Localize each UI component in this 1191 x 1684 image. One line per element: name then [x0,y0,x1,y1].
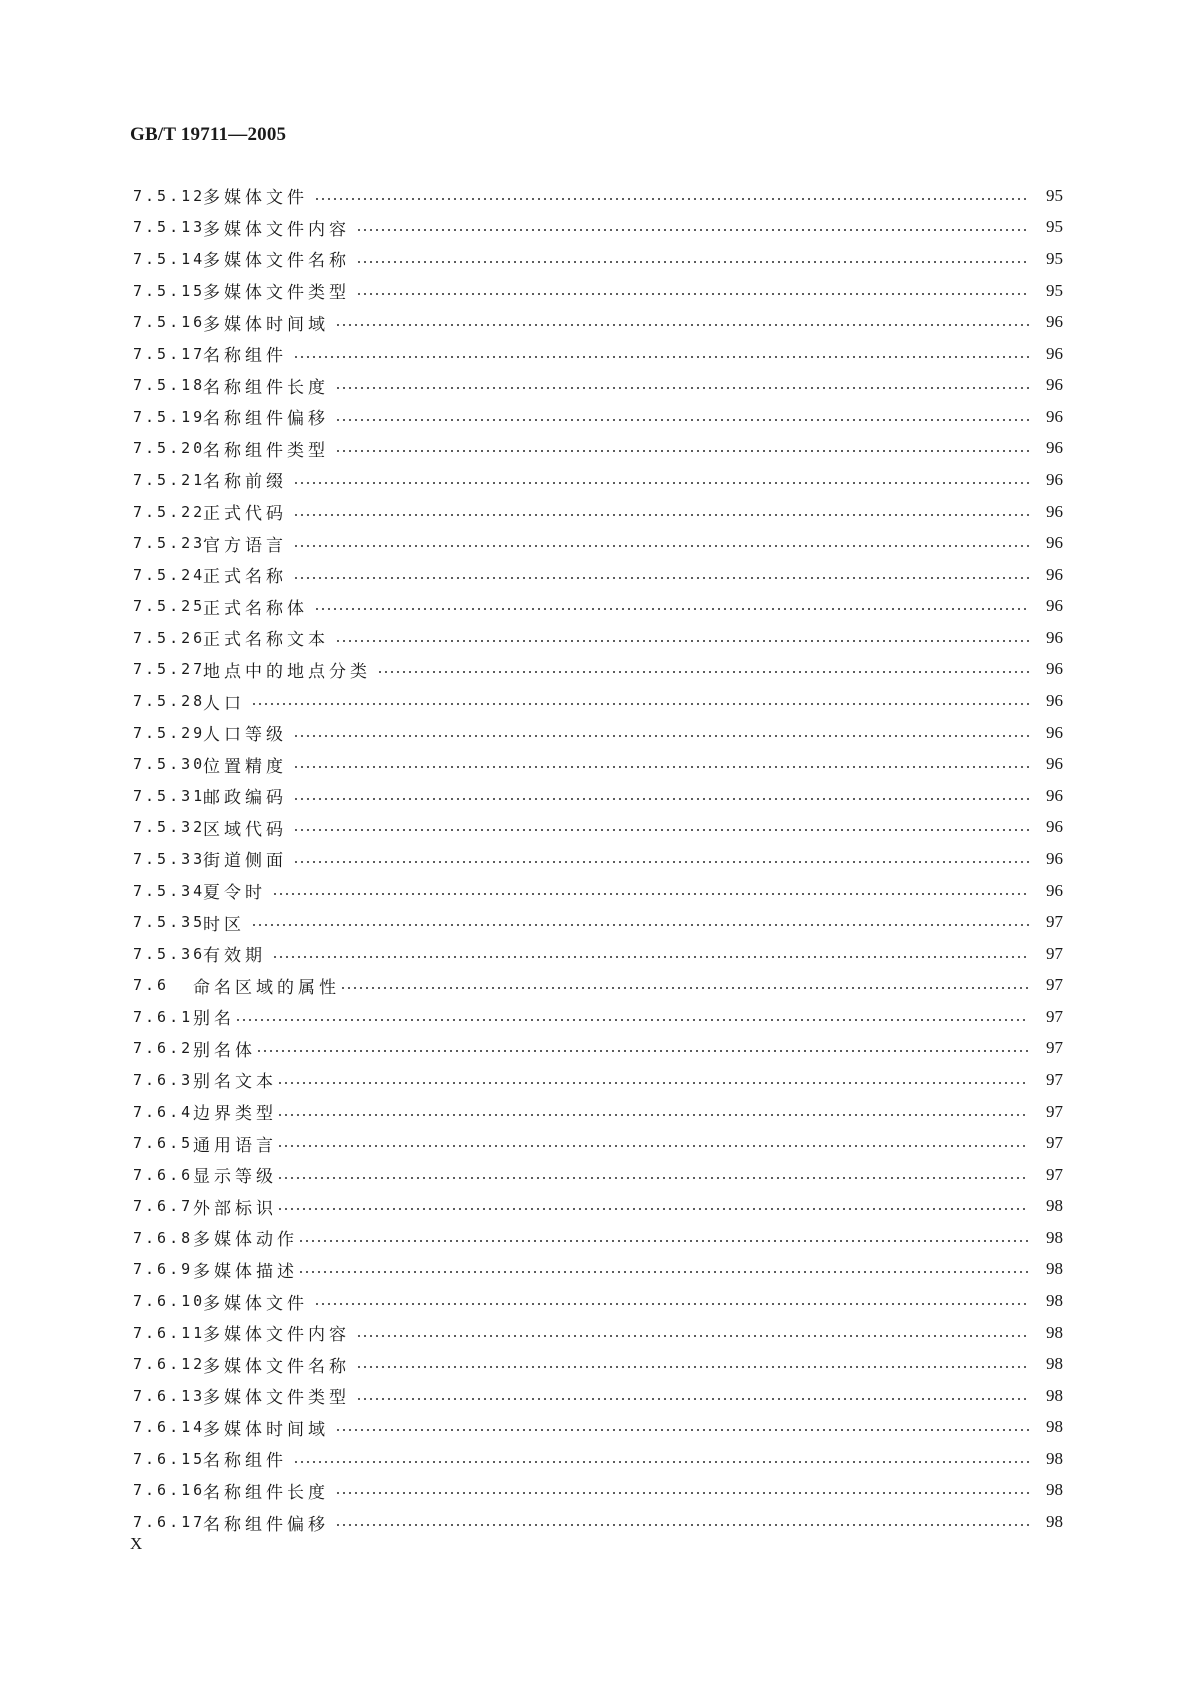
toc-leader-dots [293,860,1029,864]
toc-entry[interactable] [133,338,1063,370]
toc-entry-title: 多媒体文件类型 [203,1388,350,1409]
toc-entry[interactable] [133,1412,1063,1444]
toc-entry-page: 96 [1046,785,1063,805]
toc-entry-page: 96 [1046,533,1063,553]
toc-entry-number: 7.6.10 [133,1292,206,1311]
toc-entry-page: 96 [1046,659,1063,679]
toc-entry-number: 7.6.12 [133,1355,206,1374]
toc-entry-number: 7.6.4 [133,1102,194,1121]
toc-entry-number: 7.6.17 [133,1513,206,1532]
toc-leader-dots [356,260,1029,264]
toc-leader-dots [314,197,1029,201]
toc-entry-page: 96 [1046,469,1063,489]
toc-entry-number: 7.5.26 [133,628,206,647]
toc-entry-number: 7.6.2 [133,1039,194,1058]
toc-leader-dots [335,323,1029,327]
toc-entry[interactable] [133,433,1063,465]
toc-entry-title: 多媒体时间域 [203,314,329,335]
toc-entry[interactable] [133,275,1063,307]
toc-entry-number: 7.6.13 [133,1386,206,1405]
toc-entry-page: 96 [1046,501,1063,521]
toc-leader-dots [277,1207,1029,1211]
toc-entry-number: 7.5.22 [133,502,206,521]
toc-entry-page: 97 [1046,975,1063,995]
toc-leader-dots [272,892,1029,896]
toc-entry-page: 98 [1046,1480,1063,1500]
toc-entry-number: 7.5.36 [133,944,206,963]
toc-entry[interactable] [133,938,1063,970]
toc-entry-title: 命名区域的属性 [193,977,340,998]
toc-leader-dots [293,734,1029,738]
toc-entry-number: 7.5.19 [133,407,206,426]
toc-entry[interactable] [133,622,1063,654]
toc-entry-number: 7.6.8 [133,1228,194,1247]
toc-entry-title: 多媒体文件 [203,1293,308,1314]
toc-entry-title: 显示等级 [193,1167,277,1188]
toc-entry-page: 97 [1046,1006,1063,1026]
toc-entry[interactable] [133,1127,1063,1159]
toc-entry-number: 7.5.18 [133,376,206,395]
toc-entry-title: 名称组件偏移 [203,1514,329,1535]
toc-entry-title: 邮政编码 [203,788,287,809]
toc-entry[interactable] [133,243,1063,275]
toc-entry-number: 7.5.35 [133,913,206,932]
toc-entry-number: 7.5.13 [133,218,206,237]
toc-entry[interactable] [133,812,1063,844]
toc-entry-page: 95 [1046,280,1063,300]
toc-entry[interactable] [133,1380,1063,1412]
toc-entry-number: 7.5.27 [133,660,206,679]
toc-leader-dots [377,670,1029,674]
toc-entry[interactable] [133,748,1063,780]
toc-entry-page: 96 [1046,343,1063,363]
table-of-contents [133,180,1063,1538]
toc-leader-dots [277,1176,1029,1180]
toc-entry-page: 96 [1046,438,1063,458]
toc-entry-number: 7.5.17 [133,344,206,363]
toc-entry-title: 多媒体文件内容 [203,219,350,240]
toc-entry-number: 7.5.21 [133,470,206,489]
toc-entry-title: 人口等级 [203,725,287,746]
toc-entry[interactable] [133,780,1063,812]
toc-leader-dots [356,1334,1029,1338]
toc-entry-title: 有效期 [203,946,266,967]
toc-entry-number: 7.5.24 [133,565,206,584]
toc-entry-title: 别名文本 [193,1072,277,1093]
toc-entry[interactable] [133,369,1063,401]
toc-entry-number: 7.5.23 [133,534,206,553]
toc-leader-dots [335,1523,1029,1527]
toc-leader-dots [356,292,1029,296]
toc-entry-title: 边界类型 [193,1104,277,1125]
toc-entry-page: 96 [1046,848,1063,868]
toc-entry[interactable] [133,1191,1063,1223]
toc-entry-page: 97 [1046,943,1063,963]
toc-entry-title: 名称组件 [203,346,287,367]
toc-entry-title: 名称组件长度 [203,377,329,398]
toc-entry[interactable] [133,685,1063,717]
toc-leader-dots [277,1081,1029,1085]
toc-entry-number: 7.5.20 [133,439,206,458]
toc-entry-title: 正式名称体 [203,598,308,619]
toc-leader-dots [293,355,1029,359]
toc-leader-dots [293,513,1029,517]
toc-entry[interactable] [133,1159,1063,1191]
toc-entry[interactable] [133,1064,1063,1096]
toc-entry-title: 多媒体描述 [193,1261,298,1282]
toc-entry-number: 7.6 [133,976,170,995]
toc-entry-title: 名称组件类型 [203,440,329,461]
toc-leader-dots [298,1270,1029,1274]
toc-leader-dots [356,1365,1029,1369]
toc-entry-title: 多媒体动作 [193,1230,298,1251]
toc-entry[interactable] [133,212,1063,244]
toc-entry-page: 97 [1046,1069,1063,1089]
toc-entry-title: 区域代码 [203,819,287,840]
toc-entry-number: 7.5.31 [133,786,206,805]
toc-leader-dots [335,449,1029,453]
toc-entry-number: 7.5.15 [133,281,206,300]
toc-entry-page: 95 [1046,185,1063,205]
toc-entry-number: 7.5.25 [133,597,206,616]
toc-entry-number: 7.6.11 [133,1323,206,1342]
toc-entry-title: 正式名称文本 [203,630,329,651]
toc-entry-number: 7.5.34 [133,881,206,900]
toc-entry-title: 多媒体文件 [203,188,308,209]
toc-entry-page: 98 [1046,1417,1063,1437]
toc-entry-number: 7.6.14 [133,1418,206,1437]
toc-leader-dots [293,544,1029,548]
toc-leader-dots [293,1460,1029,1464]
toc-leader-dots [256,1049,1029,1053]
toc-leader-dots [335,639,1029,643]
toc-leader-dots [293,481,1029,485]
toc-entry[interactable] [133,1317,1063,1349]
toc-entry[interactable] [133,1506,1063,1538]
toc-entry-title: 街道侧面 [203,851,287,872]
toc-entry-number: 7.6.9 [133,1260,194,1279]
toc-entry-page: 96 [1046,722,1063,742]
toc-leader-dots [277,1113,1029,1117]
toc-leader-dots [277,1144,1029,1148]
toc-entry-page: 98 [1046,1196,1063,1216]
toc-entry-title: 多媒体文件内容 [203,1325,350,1346]
toc-entry-page: 95 [1046,248,1063,268]
toc-entry[interactable] [133,1096,1063,1128]
toc-entry-title: 时区 [203,914,245,935]
toc-entry-page: 96 [1046,312,1063,332]
toc-entry-title: 正式名称 [203,567,287,588]
toc-entry[interactable] [133,1033,1063,1065]
toc-entry[interactable] [133,1001,1063,1033]
toc-entry-page: 98 [1046,1448,1063,1468]
toc-leader-dots [335,386,1029,390]
toc-entry-page: 96 [1046,691,1063,711]
toc-entry-title: 别名 [193,1009,235,1030]
toc-entry-page: 96 [1046,375,1063,395]
toc-entry-page: 96 [1046,564,1063,584]
toc-entry-number: 7.6.6 [133,1165,194,1184]
toc-entry-title: 别名体 [193,1040,256,1061]
toc-leader-dots [335,418,1029,422]
toc-entry-title: 多媒体文件类型 [203,283,350,304]
toc-entry[interactable] [133,1475,1063,1507]
toc-entry-page: 98 [1046,1512,1063,1532]
toc-leader-dots [356,228,1029,232]
toc-entry-page: 97 [1046,1133,1063,1153]
toc-entry-title: 正式代码 [203,504,287,525]
toc-entry[interactable] [133,1443,1063,1475]
toc-entry-number: 7.5.16 [133,313,206,332]
toc-entry-number: 7.6.7 [133,1197,194,1216]
toc-entry-page: 97 [1046,1164,1063,1184]
toc-entry-number: 7.6.3 [133,1070,194,1089]
toc-entry-number: 7.6.15 [133,1449,206,1468]
toc-leader-dots [298,1239,1029,1243]
toc-entry-page: 98 [1046,1259,1063,1279]
toc-entry-title: 名称组件长度 [203,1482,329,1503]
toc-entry-title: 官方语言 [203,535,287,556]
toc-entry[interactable] [133,1348,1063,1380]
toc-entry-number: 7.5.29 [133,723,206,742]
toc-entry-number: 7.6.1 [133,1007,194,1026]
toc-entry-page: 98 [1046,1227,1063,1247]
toc-entry-page: 96 [1046,627,1063,647]
toc-entry[interactable] [133,306,1063,338]
toc-leader-dots [314,1302,1029,1306]
toc-leader-dots [293,576,1029,580]
toc-entry-number: 7.5.12 [133,186,206,205]
toc-entry-page: 96 [1046,596,1063,616]
toc-entry[interactable] [133,717,1063,749]
toc-entry[interactable] [133,1222,1063,1254]
toc-entry[interactable] [133,591,1063,623]
toc-entry[interactable] [133,559,1063,591]
toc-entry-page: 98 [1046,1354,1063,1374]
toc-entry[interactable] [133,654,1063,686]
toc-entry-page: 97 [1046,912,1063,932]
toc-entry[interactable] [133,1285,1063,1317]
toc-entry-title: 夏令时 [203,883,266,903]
toc-entry-title: 多媒体文件名称 [203,1356,350,1377]
toc-entry-page: 96 [1046,406,1063,426]
toc-entry-page: 98 [1046,1291,1063,1311]
toc-entry-page: 98 [1046,1322,1063,1342]
toc-entry-page: 96 [1046,817,1063,837]
toc-leader-dots [335,1491,1029,1495]
toc-entry-title: 通用语言 [193,1135,277,1156]
toc-leader-dots [293,765,1029,769]
toc-entry[interactable] [133,527,1063,559]
toc-entry[interactable] [133,464,1063,496]
toc-entry-number: 7.5.14 [133,249,206,268]
toc-entry-title: 多媒体文件名称 [203,251,350,272]
toc-entry-number: 7.5.28 [133,692,206,711]
toc-leader-dots [340,986,1029,990]
toc-entry-title: 位置精度 [203,756,287,777]
toc-entry-page: 98 [1046,1385,1063,1405]
toc-entry-number: 7.6.16 [133,1481,206,1500]
toc-entry-title: 多媒体时间域 [203,1419,329,1440]
toc-entry-page: 95 [1046,217,1063,237]
toc-entry[interactable] [133,969,1063,1001]
toc-leader-dots [293,797,1029,801]
toc-entry-title: 地点中的地点分类 [203,661,371,682]
toc-entry-title: 名称前缀 [203,472,287,493]
toc-entry-title: 人口 [203,693,245,714]
toc-entry-number: 7.5.30 [133,755,206,774]
toc-entry-page: 97 [1046,1101,1063,1121]
toc-entry-page: 97 [1046,1038,1063,1058]
toc-entry-number: 7.6.5 [133,1134,194,1153]
toc-leader-dots [251,923,1029,927]
toc-entry-title: 名称组件 [203,1451,287,1472]
toc-entry[interactable] [133,906,1063,938]
toc-entry-title: 名称组件偏移 [203,409,329,430]
document-header: GB/T 19711—2005 [130,124,287,145]
toc-entry[interactable] [133,180,1063,212]
toc-entry[interactable] [133,1254,1063,1286]
toc-entry-number: 7.5.33 [133,849,206,868]
toc-entry[interactable] [133,875,1063,907]
toc-entry-page: 96 [1046,754,1063,774]
toc-leader-dots [356,1397,1029,1401]
toc-leader-dots [335,1428,1029,1432]
toc-entry-page: 96 [1046,880,1063,900]
toc-entry[interactable] [133,401,1063,433]
toc-entry[interactable] [133,843,1063,875]
toc-entry-title: 外部标识 [193,1198,277,1219]
toc-leader-dots [235,1018,1029,1022]
toc-leader-dots [293,828,1029,832]
toc-leader-dots [272,955,1029,959]
page-number: X [130,1534,143,1553]
toc-leader-dots [314,607,1029,611]
toc-entry-number: 7.5.32 [133,818,206,837]
toc-leader-dots [251,702,1029,706]
toc-entry[interactable] [133,496,1063,528]
